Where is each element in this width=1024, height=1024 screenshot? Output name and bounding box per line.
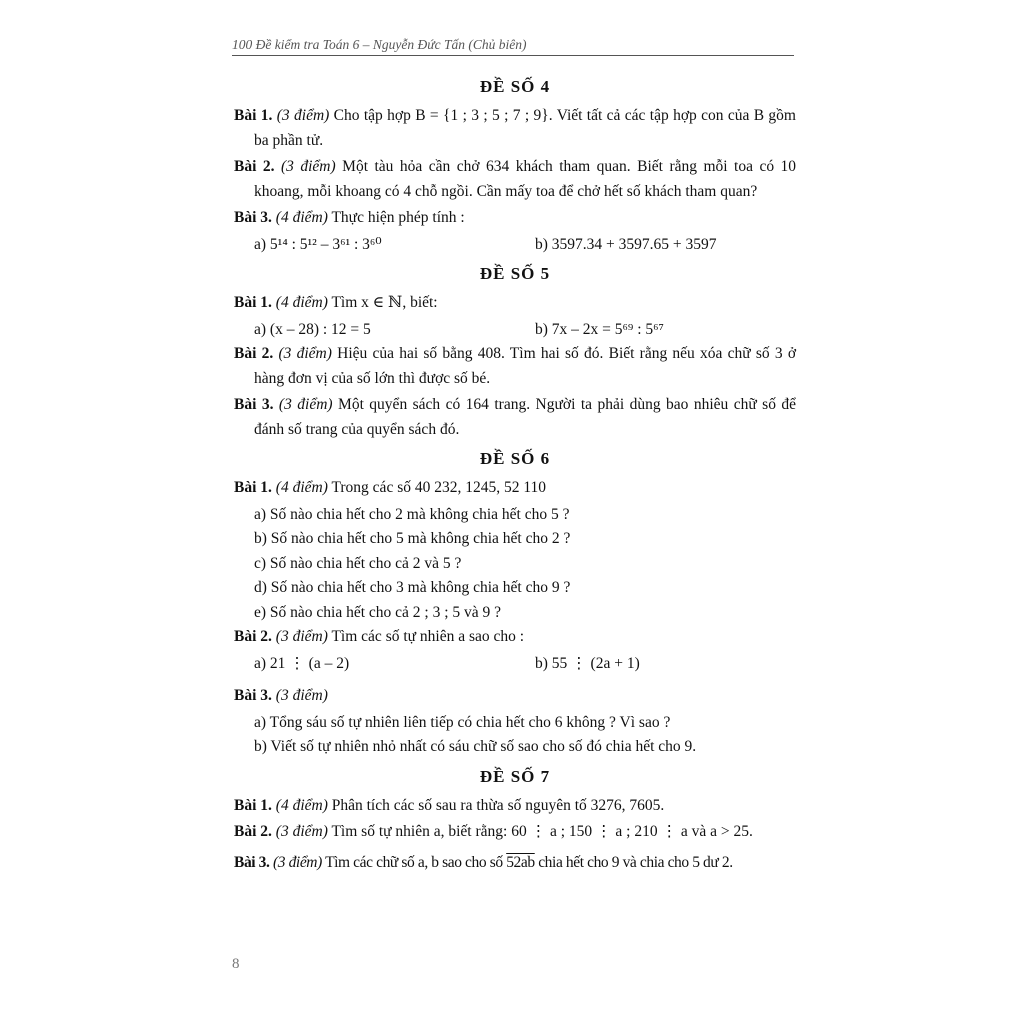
problem-points: (3 điểm)	[275, 823, 328, 840]
page-content	[234, 76, 796, 877]
problem-text: Hiệu của hai số bằng 408. Tìm hai số đó. Biết rằng nếu xóa chữ số 3 ở hàng đơn vị của số lớn thì được số bé.	[254, 345, 797, 387]
part-b: b) 7x – 2x = 5⁶⁹ : 5⁶⁷	[535, 320, 664, 338]
problem-points: (3 điểm)	[275, 687, 328, 704]
problem-label: Bài 1.	[234, 479, 272, 496]
problem-points: (3 điểm)	[278, 345, 332, 362]
part-a: a) 21 ⋮ (a – 2)	[254, 654, 350, 672]
problem-points: (3 điểm)	[272, 853, 322, 871]
problem-label: Bài 2.	[234, 158, 275, 175]
problem-points: (4 điểm)	[275, 479, 328, 496]
problem-label: Bài 3.	[234, 687, 272, 704]
de5-bai2	[234, 342, 796, 391]
part-a: a) 5¹⁴ : 5¹² – 3⁶¹ : 3⁶⁰	[254, 235, 382, 253]
exam-title-4: ĐỀ SỐ 4	[479, 77, 551, 96]
exam-title-6: ĐỀ SỐ 6	[479, 449, 551, 468]
problem-text: Tìm số tự nhiên a, biết rằng: 60 ⋮ a ; 150 ⋮ a ; 210 ⋮ a và a > 25.	[331, 823, 753, 840]
list-item: c) Số nào chia hết cho cả 2 và 5 ?	[254, 554, 462, 572]
de5-bai1	[234, 291, 796, 316]
part-a: a) (x – 28) : 12 = 5	[254, 320, 371, 338]
problem-points: (4 điểm)	[275, 294, 328, 311]
problem-text: Một quyển sách có 164 trang. Người ta phải dùng bao nhiêu chữ số để đánh số trang của quyển sách đó.	[254, 396, 797, 438]
problem-label: Bài 1.	[234, 796, 272, 814]
problem-text: Phân tích các số sau ra thừa số nguyên tố 3276, 7605.	[331, 796, 665, 814]
de7-bai3	[234, 851, 796, 876]
de5-bai3	[234, 393, 796, 442]
de4-bai1	[234, 104, 796, 153]
part-b: b) 55 ⋮ (2a + 1)	[535, 654, 640, 672]
problem-label: Bài 2.	[234, 628, 272, 645]
de4-bai3-parts	[234, 233, 796, 258]
list-item: a) Tổng sáu số tự nhiên liên tiếp có chia hết cho 6 không ? Vì sao ?	[254, 713, 671, 731]
problem-label: Bài 3.	[234, 396, 274, 413]
problem-label: Bài 3.	[234, 853, 270, 871]
problem-text: Trong các số 40 232, 1245, 52 110	[331, 479, 547, 496]
de6-bai2	[234, 625, 796, 650]
list-item: b) Viết số tự nhiên nhỏ nhất có sáu chữ số sao cho số đó chia hết cho 9.	[254, 738, 697, 755]
problem-text: Tìm các số tự nhiên a sao cho :	[331, 628, 525, 645]
problem-label: Bài 2.	[234, 823, 272, 840]
de6-bai3	[234, 684, 796, 709]
list-item: d) Số nào chia hết cho 3 mà không chia hết cho 9 ?	[254, 579, 571, 596]
de4-bai3	[234, 206, 796, 231]
de4-bai2	[234, 155, 796, 204]
problem-label: Bài 3.	[234, 209, 272, 226]
running-header: 100 Đề kiểm tra Toán 6 – Nguyễn Đức Tấn (Chủ biên)	[232, 37, 794, 56]
overlined-number: 52ab	[506, 853, 535, 871]
list-item: a) Số nào chia hết cho 2 mà không chia hết cho 5 ?	[254, 505, 570, 523]
problem-label: Bài 1.	[234, 107, 273, 124]
problem-text: Thực hiện phép tính :	[331, 209, 465, 226]
de6-bai2-parts	[234, 652, 796, 677]
problem-label: Bài 2.	[234, 345, 274, 362]
page-number: 8	[232, 956, 240, 972]
problem-text: Tìm x ∈ ℕ, biết:	[331, 294, 438, 311]
de5-bai1-parts	[234, 318, 796, 343]
problem-points: (3 điểm)	[278, 396, 333, 413]
list-item: e) Số nào chia hết cho cả 2 ; 3 ; 5 và 9 ?	[254, 603, 502, 621]
de6-bai1	[234, 476, 796, 501]
problem-points: (3 điểm)	[280, 158, 336, 175]
problem-text: Một tàu hỏa cần chở 634 khách tham quan. Biết rằng mỗi toa có 10 khoang, mỗi khoang có 4 chỗ ngồi. Cần mấy toa để chở hết số khách tham quan?	[254, 158, 797, 200]
problem-points: (4 điểm)	[275, 209, 328, 226]
de7-bai2	[234, 820, 796, 845]
problem-text: Tìm các chữ số a, b sao cho số	[325, 853, 503, 871]
problem-points: (3 điểm)	[275, 628, 328, 645]
exam-title-7: ĐỀ SỐ 7	[479, 766, 551, 786]
exam-title-5: ĐỀ SỐ 5	[479, 264, 551, 283]
problem-points: (4 điểm)	[275, 796, 328, 814]
problem-points: (3 điểm)	[276, 107, 330, 124]
de7-bai1	[234, 794, 796, 819]
problem-text: chia hết cho 9 và chia cho 5 dư 2.	[538, 853, 733, 871]
problem-label: Bài 1.	[234, 294, 272, 311]
part-b: b) 3597.34 + 3597.65 + 3597	[535, 235, 717, 253]
list-item: b) Số nào chia hết cho 5 mà không chia hết cho 2 ?	[254, 530, 571, 547]
problem-text: Cho tập hợp B = {1 ; 3 ; 5 ; 7 ; 9}. Viết tất cả các tập hợp con của B gồm ba phần tử.	[254, 107, 796, 149]
